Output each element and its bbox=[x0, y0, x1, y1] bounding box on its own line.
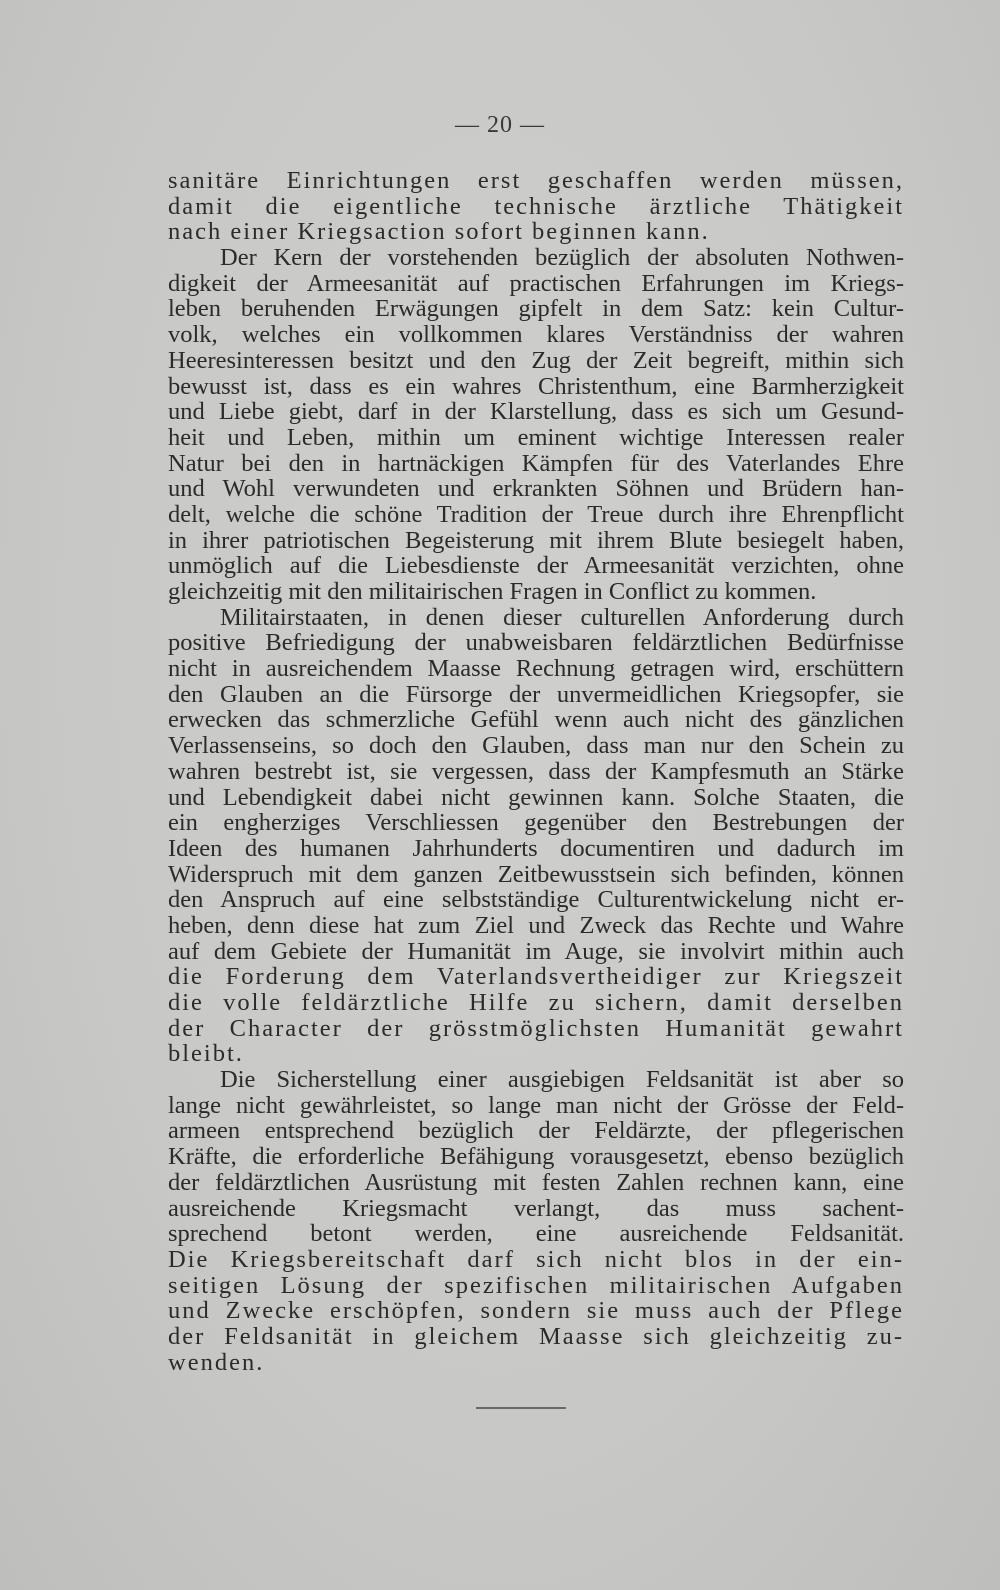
text-line: sanitäre Einrichtungen erst geschaffen werden müssen, bbox=[168, 167, 904, 194]
text-line: armeen entsprechend bezüglich der Feldärzte, der pflegerischen bbox=[168, 1117, 904, 1145]
text-line: damit die eigentliche technische ärztliche Thätigkeit bbox=[168, 192, 904, 220]
text-line: die volle feldärztliche Hilfe zu sichern, damit derselben bbox=[168, 989, 904, 1016]
text-line: den Glauben an die Fürsorge der unvermeidlichen Kriegsopfer, sie bbox=[168, 680, 904, 708]
text-line: Der Kern der vorstehenden bezüglich der absoluten Nothwen- bbox=[220, 244, 904, 272]
text-line: ein engherziges Verschliessen gegenüber den Bestrebungen der bbox=[168, 809, 904, 837]
text-line: nicht in ausreichendem Maasse Rechnung getragen wird, erschüttern bbox=[168, 655, 904, 683]
text-line: sprechend betont werden, eine ausreichende Feldsanität. bbox=[168, 1220, 904, 1248]
text-line: und Zwecke erschöpfen, sondern sie muss auch der Pflege bbox=[168, 1297, 904, 1325]
text-line: gleichzeitig mit den militairischen Fragen in Conflict zu kommen. bbox=[168, 578, 817, 605]
text-line: Widerspruch mit dem ganzen Zeitbewusstsein sich befinden, können bbox=[168, 860, 904, 888]
text-line: der Feldsanität in gleichem Maasse sich gleichzeitig zu- bbox=[168, 1322, 904, 1350]
text-line: heit und Leben, mithin um eminent wichtige Interessen realer bbox=[168, 423, 904, 451]
text-line: Militairstaaten, in denen dieser culturellen Anforderung durch bbox=[220, 603, 904, 631]
page-number: — 20 — bbox=[455, 112, 545, 138]
text-line: nach einer Kriegsaction sofort beginnen kann. bbox=[168, 218, 710, 246]
text-line: delt, welche die schöne Tradition der Treue durch ihre Ehrenpflicht bbox=[168, 500, 904, 528]
text-line: lange nicht gewährleistet, so lange man nicht der Grösse der Feld- bbox=[168, 1091, 904, 1119]
text-line: auf dem Gebiete der Humanität im Auge, sie involvirt mithin auch bbox=[168, 937, 904, 965]
text-line: unmöglich auf die Liebesdienste der Armeesanität verzichten, ohne bbox=[168, 552, 904, 580]
text-line: Natur bei den in hartnäckigen Kämpfen für des Vaterlandes Ehre bbox=[168, 449, 904, 477]
text-line: Verlassenseins, so doch den Glauben, dass man nur den Schein zu bbox=[168, 732, 904, 760]
text-line: den Anspruch auf eine selbstständige Culturentwickelung nicht er- bbox=[168, 886, 904, 914]
text-line: und Lebendigkeit dabei nicht gewinnen kann. Solche Staaten, die bbox=[168, 783, 904, 811]
text-line: wenden. bbox=[168, 1348, 265, 1376]
end-separator-rule bbox=[476, 1407, 566, 1409]
text-line: erwecken das schmerzliche Gefühl wenn auch nicht des gänzlichen bbox=[168, 706, 904, 734]
text-line: Die Kriegsbereitschaft darf sich nicht blos in der ein- bbox=[168, 1245, 904, 1273]
text-line: wahren bestrebt ist, sie vergessen, dass der Kampfesmuth an Stärke bbox=[168, 757, 904, 785]
text-line: positive Befriedigung der unabweisbaren feldärztlichen Bedürfnisse bbox=[168, 629, 904, 657]
text-line: der feldärztlichen Ausrüstung mit festen Zahlen rechnen kann, eine bbox=[168, 1168, 904, 1196]
text-line: Heeresinteressen besitzt und den Zug der Zeit begreift, mithin sich bbox=[168, 346, 904, 374]
text-line: Ideen des humanen Jahrhunderts documentiren und dadurch im bbox=[168, 834, 904, 862]
text-line: ausreichende Kriegsmacht verlangt, das muss sachent- bbox=[168, 1194, 904, 1222]
text-line: die Forderung dem Vaterlandsvertheidiger zur Kriegszeit bbox=[168, 963, 904, 991]
text-line: Kräfte, die erforderliche Befähigung vorausgesetzt, ebenso bezüglich bbox=[168, 1143, 904, 1171]
text-line: leben beruhenden Erwägungen gipfelt in dem Satz: kein Cultur- bbox=[168, 295, 904, 323]
text-line: bewusst ist, dass es ein wahres Christenthum, eine Barmherzigkeit bbox=[168, 372, 904, 400]
body-text bbox=[168, 168, 904, 1375]
text-line: digkeit der Armeesanität auf practischen Erfahrungen im Kriegs- bbox=[168, 269, 904, 297]
text-line: und Liebe giebt, darf in der Klarstellung, dass es sich um Gesund- bbox=[168, 398, 904, 426]
text-line: bleibt. bbox=[168, 1040, 244, 1068]
text-line: heben, denn diese hat zum Ziel und Zweck das Rechte und Wahre bbox=[168, 911, 904, 939]
text-line: in ihrer patriotischen Begeisterung mit ihrem Blute besiegelt haben, bbox=[168, 526, 904, 554]
text-line: Die Sicherstellung einer ausgiebigen Feldsanität ist aber so bbox=[220, 1066, 904, 1094]
text-line: der Character der grösstmöglichsten Humanität gewahrt bbox=[168, 1014, 904, 1042]
text-line: volk, welches ein vollkommen klares Verständniss der wahren bbox=[168, 321, 904, 349]
text-line: und Wohl verwundeten und erkrankten Söhnen und Brüdern han- bbox=[168, 475, 904, 503]
text-line: seitigen Lösung der spezifischen militairischen Aufgaben bbox=[168, 1271, 904, 1299]
